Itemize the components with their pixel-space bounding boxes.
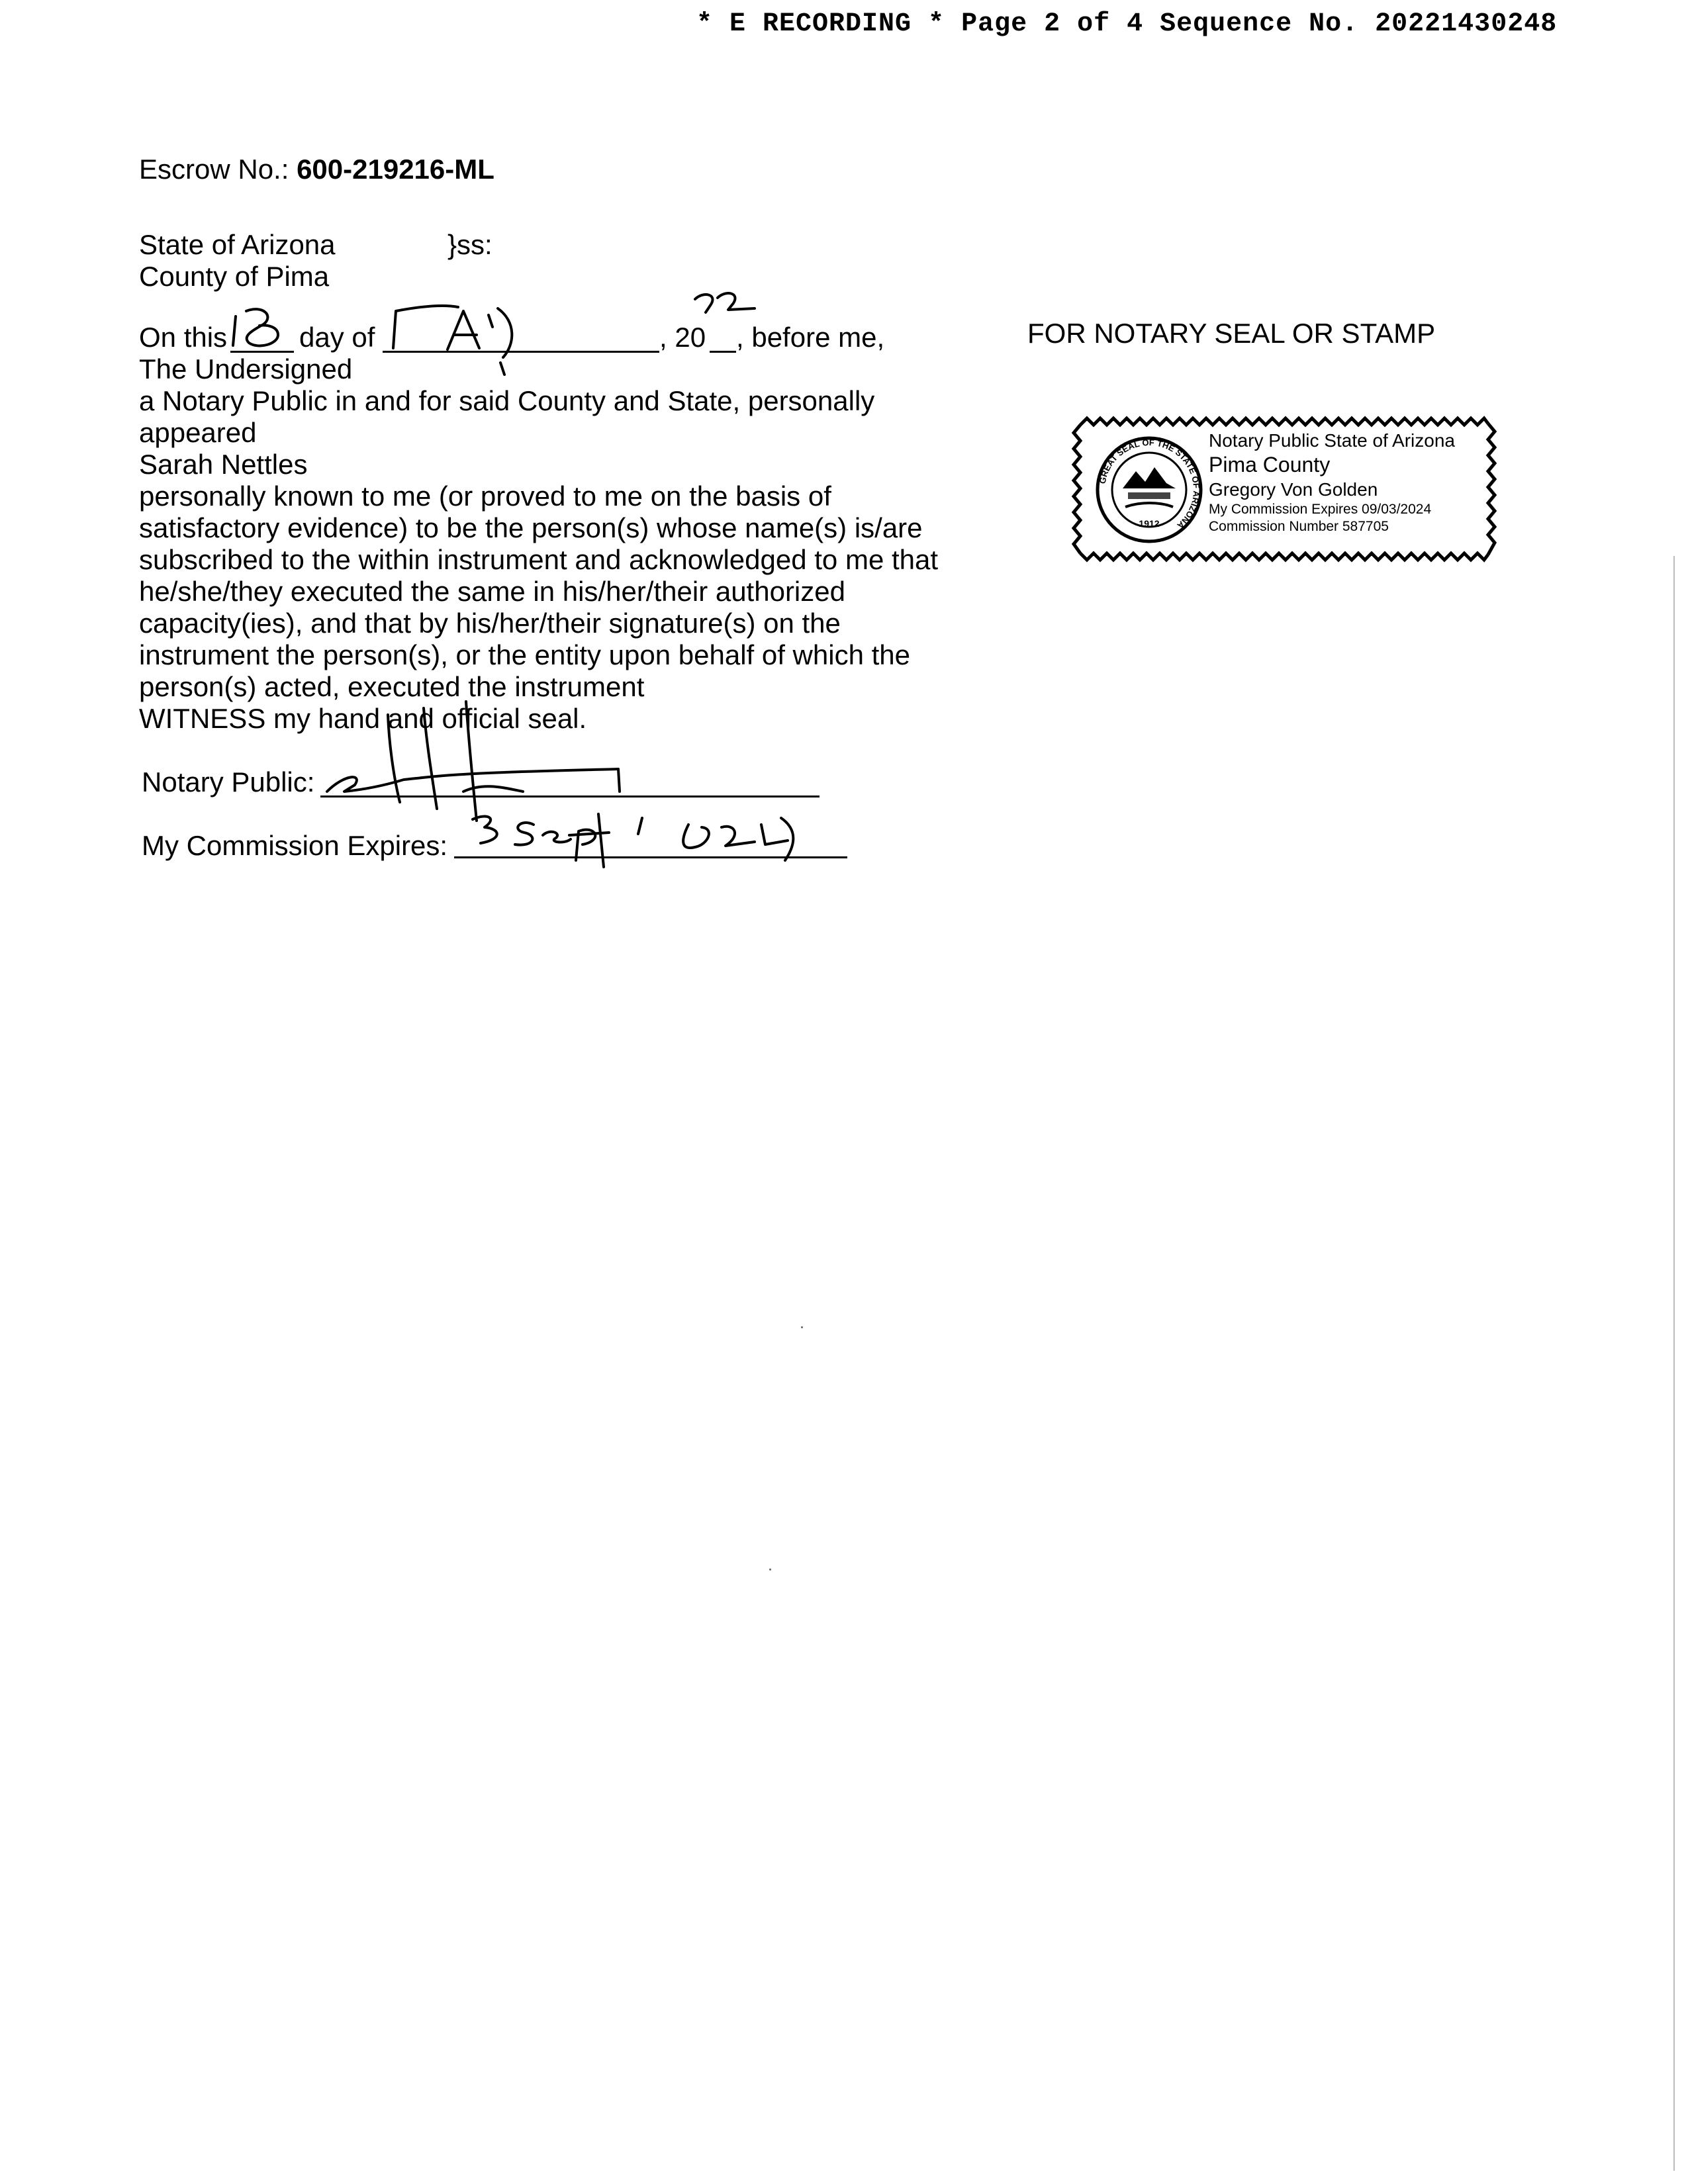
notary-signature-mark (424, 708, 437, 809)
notary-public-label: Notary Public: (142, 766, 315, 797)
seal-year: 1912 (1139, 518, 1160, 529)
ack-body-line: subscribed to the within instrument and acknowledged to me that (139, 544, 939, 575)
notary-clause: a Notary Public in and for said County and State, personally (139, 385, 875, 416)
commission-date-mark (761, 818, 793, 860)
scan-speck (769, 1569, 771, 1570)
ack-body-line: personally known to me (or proved to me on the basis of (139, 480, 831, 512)
handwritten-month-mark (500, 363, 504, 375)
stamp-line: Pima County (1209, 453, 1331, 477)
officer-title: The Undersigned (139, 353, 353, 385)
notary-seal-label: FOR NOTARY SEAL OR STAMP (1027, 318, 1436, 349)
notary-signature-mark (618, 769, 620, 792)
seal-ring-text: GREAT SEAL OF THE STATE OF ARIZONA (1097, 437, 1202, 531)
handwritten-day-mark (233, 316, 236, 345)
on-this-label: On this (139, 322, 228, 353)
stamp-line: Notary Public State of Arizona (1209, 430, 1455, 451)
handwritten-month-mark (447, 311, 479, 349)
ack-body-line: capacity(ies), and that by his/her/their signature(s) on the (139, 608, 841, 639)
commission-date-mark (722, 827, 755, 846)
escrow-number: 600-219216-ML (297, 154, 494, 185)
notary-signature-mark (466, 702, 477, 821)
stamp-line: Commission Number 587705 (1209, 519, 1389, 534)
venue-county: County of Pima (139, 261, 330, 292)
venue-ss: }ss: (447, 229, 492, 260)
stamp-line: My Commission Expires 09/03/2024 (1209, 502, 1432, 517)
escrow-label: Escrow No.: (139, 154, 289, 185)
venue-state: State of Arizona (139, 229, 336, 260)
scan-edge-line (1673, 556, 1675, 2171)
handwritten-day-mark (246, 309, 278, 345)
commission-date-mark (543, 832, 571, 842)
commission-date-mark (515, 823, 534, 845)
before-me-label: , before me, (736, 322, 885, 353)
commission-date-mark (638, 818, 642, 834)
day-of-label: day of (299, 322, 375, 353)
notary-signature-mark (388, 715, 400, 802)
year-prefix: , 20 (659, 322, 706, 353)
ack-body-line: satisfactory evidence) to be the person(s) whose name(s) is/are (139, 512, 923, 543)
handwritten-month-mark (489, 308, 512, 357)
notary-stamp (1067, 410, 1500, 567)
signer-name: Sarah Nettles (139, 449, 308, 480)
handwriting-overlay (0, 0, 874, 887)
notary-signature-mark (463, 786, 523, 792)
scan-speck (801, 1326, 803, 1328)
commission-date-mark (683, 825, 709, 848)
arizona-state-seal-icon (1098, 437, 1202, 541)
handwritten-month-mark (393, 306, 458, 348)
commission-expires-label: My Commission Expires: (142, 830, 448, 861)
ack-body-line: person(s) acted, executed the instrument (139, 671, 645, 702)
appeared-label: appeared (139, 417, 257, 448)
stamp-line: Gregory Von Golden (1209, 479, 1378, 500)
handwritten-year-mark (718, 293, 755, 310)
witness-line: WITNESS my hand and official seal. (139, 703, 587, 734)
recording-header: * E RECORDING * Page 2 of 4 Sequence No. 20221430248 (696, 9, 1558, 39)
handwritten-year-mark (695, 295, 713, 312)
ack-body-line: he/she/they executed the same in his/her/their authorized (139, 576, 845, 607)
ack-body-line: instrument the person(s), or the entity upon behalf of which the (139, 639, 910, 670)
